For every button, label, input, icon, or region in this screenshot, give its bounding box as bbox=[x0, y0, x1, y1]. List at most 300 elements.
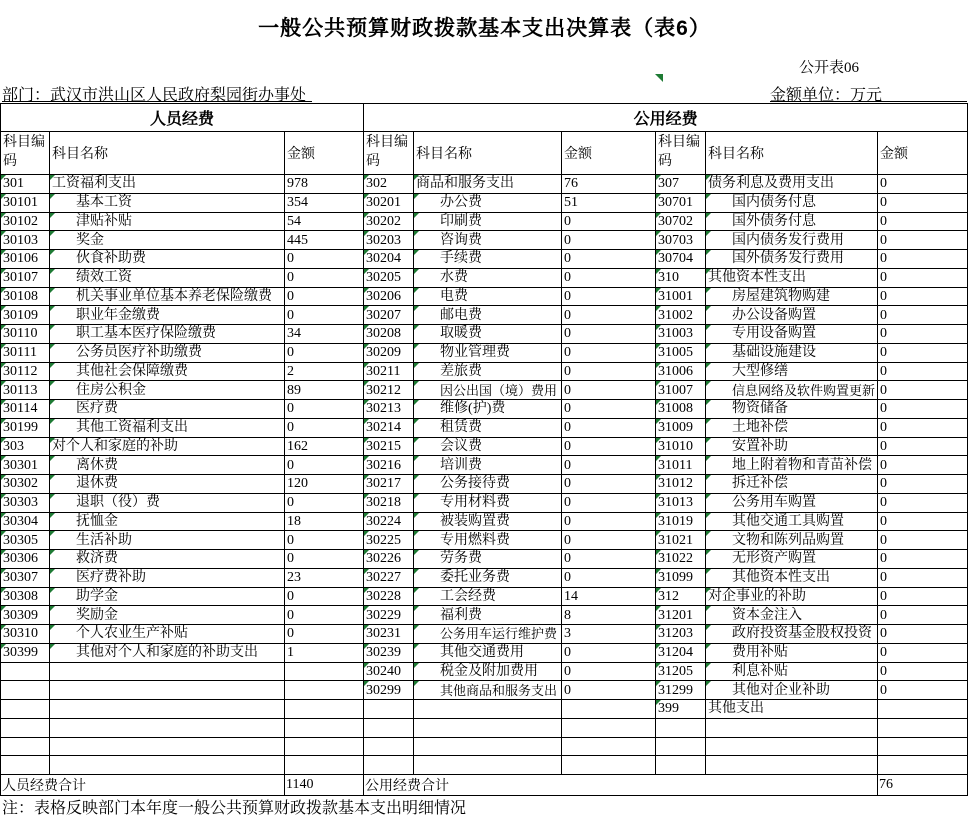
cell-amount[interactable]: 0 bbox=[285, 287, 364, 306]
table-row bbox=[1, 287, 968, 306]
cell-subject-code[interactable]: 30307 bbox=[1, 568, 50, 587]
cell-subject-code[interactable]: 31013 bbox=[656, 493, 706, 512]
cell-subject-name[interactable]: 无形资产购置 bbox=[706, 550, 878, 569]
cell-subject-name[interactable]: 对企事业的补助 bbox=[706, 587, 878, 606]
cell-amount[interactable]: 0 bbox=[562, 662, 656, 681]
cell-subject-name[interactable]: 维修(护)费 bbox=[414, 400, 562, 419]
cell-subject-code[interactable]: 31008 bbox=[656, 400, 706, 419]
cell-subject-code[interactable]: 31203 bbox=[656, 625, 706, 644]
cell-subject-code[interactable] bbox=[1, 662, 50, 681]
cell-subject-code[interactable]: 30308 bbox=[1, 587, 50, 606]
cell-subject-name[interactable]: 救济费 bbox=[50, 550, 285, 569]
cell-subject-name[interactable] bbox=[50, 737, 285, 756]
cell-amount[interactable]: 0 bbox=[285, 456, 364, 475]
cell-amount[interactable]: 0 bbox=[562, 643, 656, 662]
cell-amount[interactable]: 0 bbox=[878, 681, 968, 700]
cell-amount[interactable]: 0 bbox=[878, 381, 968, 400]
cell-amount[interactable]: 54 bbox=[285, 212, 364, 231]
cell-amount[interactable]: 0 bbox=[878, 362, 968, 381]
cell-subject-code[interactable]: 30704 bbox=[656, 250, 706, 269]
cell-amount[interactable]: 0 bbox=[878, 512, 968, 531]
cell-amount[interactable]: 0 bbox=[878, 418, 968, 437]
cell-amount[interactable]: 0 bbox=[285, 268, 364, 287]
cell-subject-code[interactable]: 30399 bbox=[1, 643, 50, 662]
cell-amount[interactable]: 0 bbox=[878, 212, 968, 231]
cell-subject-name[interactable] bbox=[414, 737, 562, 756]
cell-subject-code[interactable]: 30112 bbox=[1, 362, 50, 381]
cell-subject-name[interactable]: 抚恤金 bbox=[50, 512, 285, 531]
cell-subject-name[interactable]: 住房公积金 bbox=[50, 381, 285, 400]
public-total-amount[interactable]: 76 bbox=[878, 775, 968, 796]
cell-subject-code[interactable]: 31205 bbox=[656, 662, 706, 681]
cell-subject-code[interactable]: 30225 bbox=[364, 531, 414, 550]
cell-subject-name[interactable]: 取暖费 bbox=[414, 325, 562, 344]
cell-subject-name[interactable]: 其他资本性支出 bbox=[706, 568, 878, 587]
cell-subject-code[interactable]: 30215 bbox=[364, 437, 414, 456]
cell-amount[interactable]: 0 bbox=[562, 325, 656, 344]
cell-amount[interactable] bbox=[285, 737, 364, 756]
cell-amount[interactable]: 0 bbox=[562, 512, 656, 531]
cell-amount[interactable]: 1 bbox=[285, 643, 364, 662]
cell-subject-name[interactable]: 委托业务费 bbox=[414, 568, 562, 587]
cell-subject-name[interactable]: 专用燃料费 bbox=[414, 531, 562, 550]
cell-subject-code[interactable]: 30299 bbox=[364, 681, 414, 700]
cell-subject-code[interactable]: 30214 bbox=[364, 418, 414, 437]
table-row bbox=[1, 418, 968, 437]
table-row bbox=[1, 475, 968, 494]
cell-subject-name[interactable]: 税金及附加费用 bbox=[414, 662, 562, 681]
cell-subject-name[interactable]: 文物和陈列品购置 bbox=[706, 531, 878, 550]
cell-amount[interactable] bbox=[878, 737, 968, 756]
cell-subject-name[interactable]: 政府投资基金股权投资 bbox=[706, 625, 878, 644]
cell-subject-code[interactable]: 31021 bbox=[656, 531, 706, 550]
table-row bbox=[1, 306, 968, 325]
cell-amount[interactable]: 0 bbox=[562, 550, 656, 569]
cell-subject-code[interactable]: 31009 bbox=[656, 418, 706, 437]
cell-subject-name[interactable] bbox=[50, 756, 285, 775]
cell-subject-name[interactable]: 国内债务付息 bbox=[706, 193, 878, 212]
cell-subject-name[interactable]: 工资福利支出 bbox=[50, 175, 285, 194]
cell-subject-code[interactable]: 30702 bbox=[656, 212, 706, 231]
cell-amount[interactable]: 162 bbox=[285, 437, 364, 456]
cell-amount[interactable]: 0 bbox=[878, 475, 968, 494]
table-row bbox=[1, 737, 968, 756]
cell-subject-code[interactable]: 30309 bbox=[1, 606, 50, 625]
cell-subject-name[interactable] bbox=[706, 737, 878, 756]
cell-subject-code[interactable]: 30302 bbox=[1, 475, 50, 494]
cell-subject-name[interactable]: 信息网络及软件购置更新 bbox=[706, 381, 878, 400]
cell-amount[interactable]: 0 bbox=[285, 625, 364, 644]
cell-subject-name[interactable]: 助学金 bbox=[50, 587, 285, 606]
cell-amount[interactable]: 0 bbox=[562, 362, 656, 381]
cell-amount[interactable]: 0 bbox=[562, 456, 656, 475]
cell-subject-code[interactable]: 312 bbox=[656, 587, 706, 606]
cell-subject-code[interactable]: 30207 bbox=[364, 306, 414, 325]
cell-subject-name[interactable]: 奖金 bbox=[50, 231, 285, 250]
cell-amount[interactable]: 0 bbox=[562, 231, 656, 250]
cell-subject-name[interactable]: 咨询费 bbox=[414, 231, 562, 250]
cell-subject-name[interactable]: 大型修缮 bbox=[706, 362, 878, 381]
cell-subject-name[interactable]: 资本金注入 bbox=[706, 606, 878, 625]
cell-amount[interactable]: 0 bbox=[878, 343, 968, 362]
cell-subject-code[interactable]: 31299 bbox=[656, 681, 706, 700]
cell-subject-code[interactable]: 31002 bbox=[656, 306, 706, 325]
cell-subject-name[interactable]: 个人农业生产补贴 bbox=[50, 625, 285, 644]
cell-amount[interactable] bbox=[562, 700, 656, 719]
cell-subject-code[interactable]: 30107 bbox=[1, 268, 50, 287]
cell-subject-code[interactable] bbox=[364, 700, 414, 719]
cell-subject-code[interactable] bbox=[656, 718, 706, 737]
cell-subject-code[interactable]: 30231 bbox=[364, 625, 414, 644]
cell-amount[interactable]: 0 bbox=[285, 493, 364, 512]
cell-subject-code[interactable]: 30205 bbox=[364, 268, 414, 287]
cell-subject-name[interactable]: 公务接待费 bbox=[414, 475, 562, 494]
cell-amount[interactable]: 0 bbox=[878, 531, 968, 550]
cell-amount[interactable]: 0 bbox=[878, 587, 968, 606]
cell-subject-name[interactable]: 商品和服务支出 bbox=[414, 175, 562, 194]
cell-amount[interactable]: 0 bbox=[285, 550, 364, 569]
cell-amount[interactable] bbox=[562, 737, 656, 756]
cell-subject-name[interactable]: 国外债务付息 bbox=[706, 212, 878, 231]
cell-amount[interactable]: 0 bbox=[878, 568, 968, 587]
cell-amount[interactable]: 0 bbox=[878, 625, 968, 644]
cell-subject-name[interactable]: 物资储备 bbox=[706, 400, 878, 419]
cell-amount[interactable] bbox=[562, 756, 656, 775]
cell-subject-code[interactable]: 30228 bbox=[364, 587, 414, 606]
cell-subject-name[interactable]: 退职（役）费 bbox=[50, 493, 285, 512]
cell-amount[interactable]: 0 bbox=[878, 175, 968, 194]
cell-amount[interactable]: 0 bbox=[878, 306, 968, 325]
cell-subject-code[interactable] bbox=[1, 737, 50, 756]
cell-subject-code[interactable]: 30209 bbox=[364, 343, 414, 362]
cell-subject-name[interactable]: 地上附着物和青苗补偿 bbox=[706, 456, 878, 475]
cell-subject-name[interactable]: 国内债务发行费用 bbox=[706, 231, 878, 250]
cell-amount[interactable]: 0 bbox=[285, 606, 364, 625]
cell-subject-name[interactable]: 其他资本性支出 bbox=[706, 268, 878, 287]
cell-subject-name[interactable]: 土地补偿 bbox=[706, 418, 878, 437]
cell-amount[interactable]: 0 bbox=[562, 475, 656, 494]
cell-amount[interactable] bbox=[878, 718, 968, 737]
cell-subject-code[interactable]: 399 bbox=[656, 700, 706, 719]
cell-subject-code[interactable]: 301 bbox=[1, 175, 50, 194]
cell-amount[interactable]: 0 bbox=[562, 212, 656, 231]
cell-subject-name[interactable] bbox=[50, 662, 285, 681]
cell-subject-name[interactable]: 会议费 bbox=[414, 437, 562, 456]
cell-subject-code[interactable]: 30301 bbox=[1, 456, 50, 475]
cell-subject-code[interactable] bbox=[1, 718, 50, 737]
cell-amount[interactable]: 445 bbox=[285, 231, 364, 250]
cell-subject-name[interactable]: 培训费 bbox=[414, 456, 562, 475]
cell-subject-name[interactable]: 伙食补助费 bbox=[50, 250, 285, 269]
cell-subject-code[interactable]: 31005 bbox=[656, 343, 706, 362]
cell-subject-name[interactable]: 其他交通费用 bbox=[414, 643, 562, 662]
cell-amount[interactable]: 0 bbox=[878, 193, 968, 212]
cell-amount[interactable]: 0 bbox=[562, 418, 656, 437]
cell-amount[interactable]: 0 bbox=[285, 418, 364, 437]
cell-subject-code[interactable]: 307 bbox=[656, 175, 706, 194]
cell-subject-code[interactable]: 30224 bbox=[364, 512, 414, 531]
cell-subject-name[interactable]: 其他交通工具购置 bbox=[706, 512, 878, 531]
cell-subject-name[interactable]: 医疗费 bbox=[50, 400, 285, 419]
cell-subject-name[interactable]: 印刷费 bbox=[414, 212, 562, 231]
cell-subject-name[interactable]: 公务员医疗补助缴费 bbox=[50, 343, 285, 362]
cell-amount[interactable]: 0 bbox=[878, 268, 968, 287]
cell-subject-name[interactable]: 其他支出 bbox=[706, 700, 878, 719]
cell-amount[interactable]: 0 bbox=[562, 493, 656, 512]
cell-subject-name[interactable]: 生活补助 bbox=[50, 531, 285, 550]
cell-subject-name[interactable]: 对个人和家庭的补助 bbox=[50, 437, 285, 456]
cell-subject-code[interactable]: 302 bbox=[364, 175, 414, 194]
cell-subject-code[interactable]: 30106 bbox=[1, 250, 50, 269]
cell-subject-name[interactable]: 因公出国（境）费用 bbox=[414, 381, 562, 400]
cell-amount[interactable]: 0 bbox=[878, 250, 968, 269]
cell-amount[interactable]: 0 bbox=[285, 587, 364, 606]
cell-amount[interactable]: 23 bbox=[285, 568, 364, 587]
cell-subject-code[interactable]: 30111 bbox=[1, 343, 50, 362]
cell-subject-code[interactable]: 30212 bbox=[364, 381, 414, 400]
cell-subject-code[interactable]: 31011 bbox=[656, 456, 706, 475]
cell-amount[interactable]: 0 bbox=[562, 568, 656, 587]
cell-amount[interactable]: 978 bbox=[285, 175, 364, 194]
cell-subject-name[interactable]: 职业年金缴费 bbox=[50, 306, 285, 325]
cell-subject-code[interactable]: 303 bbox=[1, 437, 50, 456]
cell-subject-name[interactable]: 拆迁补偿 bbox=[706, 475, 878, 494]
cell-amount[interactable]: 51 bbox=[562, 193, 656, 212]
cell-subject-code[interactable]: 31007 bbox=[656, 381, 706, 400]
cell-subject-name[interactable]: 房屋建筑物购建 bbox=[706, 287, 878, 306]
cell-amount[interactable] bbox=[285, 700, 364, 719]
cell-amount[interactable]: 0 bbox=[878, 550, 968, 569]
cell-subject-name[interactable]: 国外债务发行费用 bbox=[706, 250, 878, 269]
cell-amount[interactable]: 354 bbox=[285, 193, 364, 212]
cell-amount[interactable]: 0 bbox=[562, 681, 656, 700]
cell-subject-name[interactable]: 工会经费 bbox=[414, 587, 562, 606]
cell-subject-name[interactable]: 绩效工资 bbox=[50, 268, 285, 287]
cell-subject-name[interactable]: 邮电费 bbox=[414, 306, 562, 325]
table-row bbox=[1, 400, 968, 419]
cell-subject-code[interactable]: 30229 bbox=[364, 606, 414, 625]
cell-subject-code[interactable]: 310 bbox=[656, 268, 706, 287]
cell-subject-name[interactable]: 办公费 bbox=[414, 193, 562, 212]
cell-subject-name[interactable]: 差旅费 bbox=[414, 362, 562, 381]
cell-amount[interactable]: 0 bbox=[562, 250, 656, 269]
table-row bbox=[1, 212, 968, 231]
cell-subject-code[interactable]: 31022 bbox=[656, 550, 706, 569]
cell-amount[interactable]: 0 bbox=[878, 643, 968, 662]
cell-subject-code[interactable]: 31001 bbox=[656, 287, 706, 306]
cell-subject-name[interactable]: 电费 bbox=[414, 287, 562, 306]
cell-subject-name[interactable]: 安置补助 bbox=[706, 437, 878, 456]
cell-subject-name[interactable]: 公务用车运行维护费 bbox=[414, 625, 562, 644]
cell-subject-name[interactable] bbox=[50, 718, 285, 737]
cell-subject-code[interactable] bbox=[364, 756, 414, 775]
cell-amount[interactable]: 14 bbox=[562, 587, 656, 606]
cell-subject-code[interactable]: 30303 bbox=[1, 493, 50, 512]
cell-amount[interactable]: 0 bbox=[562, 306, 656, 325]
cell-subject-name[interactable]: 物业管理费 bbox=[414, 343, 562, 362]
cell-subject-code[interactable]: 30226 bbox=[364, 550, 414, 569]
cell-subject-code[interactable]: 30204 bbox=[364, 250, 414, 269]
cell-amount[interactable] bbox=[878, 700, 968, 719]
cell-amount[interactable] bbox=[562, 718, 656, 737]
cell-amount[interactable]: 0 bbox=[878, 662, 968, 681]
cell-subject-name[interactable]: 办公设备购置 bbox=[706, 306, 878, 325]
cell-subject-name[interactable]: 手续费 bbox=[414, 250, 562, 269]
cell-subject-code[interactable]: 31010 bbox=[656, 437, 706, 456]
cell-subject-name[interactable]: 退休费 bbox=[50, 475, 285, 494]
cell-subject-code[interactable]: 30305 bbox=[1, 531, 50, 550]
cell-subject-name[interactable]: 津贴补贴 bbox=[50, 212, 285, 231]
cell-amount[interactable]: 76 bbox=[562, 175, 656, 194]
cell-subject-name[interactable] bbox=[414, 700, 562, 719]
cell-subject-name[interactable]: 租赁费 bbox=[414, 418, 562, 437]
cell-subject-code[interactable]: 30103 bbox=[1, 231, 50, 250]
cell-subject-code[interactable]: 30114 bbox=[1, 400, 50, 419]
cell-subject-code[interactable]: 30240 bbox=[364, 662, 414, 681]
cell-subject-code[interactable] bbox=[364, 737, 414, 756]
cell-subject-code[interactable]: 30239 bbox=[364, 643, 414, 662]
cell-subject-code[interactable]: 30110 bbox=[1, 325, 50, 344]
cell-amount[interactable]: 0 bbox=[562, 343, 656, 362]
cell-amount[interactable]: 0 bbox=[562, 287, 656, 306]
cell-amount[interactable]: 2 bbox=[285, 362, 364, 381]
cell-subject-name[interactable]: 离休费 bbox=[50, 456, 285, 475]
cell-amount[interactable]: 18 bbox=[285, 512, 364, 531]
cell-subject-code[interactable]: 30306 bbox=[1, 550, 50, 569]
cell-subject-name[interactable]: 基础设施建设 bbox=[706, 343, 878, 362]
cell-subject-code[interactable]: 30216 bbox=[364, 456, 414, 475]
cell-amount[interactable]: 0 bbox=[285, 531, 364, 550]
cell-subject-code[interactable]: 31019 bbox=[656, 512, 706, 531]
cell-subject-code[interactable]: 30703 bbox=[656, 231, 706, 250]
cell-subject-code[interactable] bbox=[1, 681, 50, 700]
cell-subject-name[interactable] bbox=[414, 756, 562, 775]
cell-amount[interactable]: 0 bbox=[562, 531, 656, 550]
cell-subject-code[interactable]: 30108 bbox=[1, 287, 50, 306]
cell-amount[interactable]: 0 bbox=[878, 606, 968, 625]
cell-subject-name[interactable] bbox=[706, 718, 878, 737]
cell-subject-code[interactable]: 30202 bbox=[364, 212, 414, 231]
cell-amount[interactable]: 0 bbox=[285, 400, 364, 419]
public-total-label[interactable]: 公用经费合计 bbox=[364, 775, 878, 796]
cell-subject-code[interactable]: 30310 bbox=[1, 625, 50, 644]
cell-amount[interactable] bbox=[285, 718, 364, 737]
cell-subject-code[interactable] bbox=[1, 756, 50, 775]
cell-subject-code[interactable]: 31006 bbox=[656, 362, 706, 381]
cell-subject-code[interactable]: 30227 bbox=[364, 568, 414, 587]
cell-subject-code[interactable]: 30211 bbox=[364, 362, 414, 381]
cell-subject-code[interactable] bbox=[364, 718, 414, 737]
cell-subject-name[interactable]: 福利费 bbox=[414, 606, 562, 625]
cell-amount[interactable]: 34 bbox=[285, 325, 364, 344]
cell-subject-name[interactable] bbox=[50, 681, 285, 700]
cell-amount[interactable]: 0 bbox=[878, 287, 968, 306]
personnel-total-label[interactable]: 人员经费合计 bbox=[1, 775, 285, 796]
cell-amount[interactable]: 0 bbox=[878, 325, 968, 344]
cell-subject-code[interactable]: 30201 bbox=[364, 193, 414, 212]
cell-subject-name[interactable]: 专用材料费 bbox=[414, 493, 562, 512]
cell-subject-code[interactable]: 30101 bbox=[1, 193, 50, 212]
cell-subject-name[interactable] bbox=[414, 718, 562, 737]
cell-subject-name[interactable]: 利息补贴 bbox=[706, 662, 878, 681]
cell-subject-name[interactable]: 其他工资福利支出 bbox=[50, 418, 285, 437]
cell-amount[interactable]: 0 bbox=[878, 400, 968, 419]
cell-amount[interactable]: 0 bbox=[562, 381, 656, 400]
cell-subject-code[interactable]: 31003 bbox=[656, 325, 706, 344]
cell-amount[interactable]: 0 bbox=[878, 493, 968, 512]
cell-amount[interactable] bbox=[285, 662, 364, 681]
cell-amount[interactable] bbox=[285, 681, 364, 700]
cell-subject-code[interactable]: 30208 bbox=[364, 325, 414, 344]
cell-amount[interactable]: 0 bbox=[562, 437, 656, 456]
cell-amount[interactable]: 8 bbox=[562, 606, 656, 625]
column-header-name-2: 科目名称 bbox=[414, 132, 562, 175]
cell-amount[interactable]: 0 bbox=[285, 306, 364, 325]
cell-amount[interactable]: 0 bbox=[878, 231, 968, 250]
cell-subject-name[interactable]: 专用设备购置 bbox=[706, 325, 878, 344]
cell-subject-code[interactable]: 31201 bbox=[656, 606, 706, 625]
cell-subject-code[interactable]: 30199 bbox=[1, 418, 50, 437]
cell-subject-name[interactable]: 费用补贴 bbox=[706, 643, 878, 662]
cell-subject-name[interactable] bbox=[706, 756, 878, 775]
cell-subject-code[interactable]: 30213 bbox=[364, 400, 414, 419]
cell-subject-name[interactable]: 被装购置费 bbox=[414, 512, 562, 531]
cell-subject-name[interactable]: 职工基本医疗保险缴费 bbox=[50, 325, 285, 344]
cell-subject-code[interactable]: 30206 bbox=[364, 287, 414, 306]
cell-subject-name[interactable]: 其他社会保障缴费 bbox=[50, 362, 285, 381]
cell-subject-name[interactable]: 其他商品和服务支出 bbox=[414, 681, 562, 700]
cell-amount[interactable]: 0 bbox=[878, 437, 968, 456]
cell-subject-name[interactable]: 其他对个人和家庭的补助支出 bbox=[50, 643, 285, 662]
cell-subject-name[interactable]: 基本工资 bbox=[50, 193, 285, 212]
cell-subject-name[interactable]: 奖励金 bbox=[50, 606, 285, 625]
cell-amount[interactable]: 120 bbox=[285, 475, 364, 494]
cell-subject-code[interactable] bbox=[656, 756, 706, 775]
cell-amount[interactable]: 0 bbox=[562, 268, 656, 287]
cell-amount[interactable] bbox=[285, 756, 364, 775]
cell-subject-code[interactable]: 30217 bbox=[364, 475, 414, 494]
cell-subject-code[interactable]: 30218 bbox=[364, 493, 414, 512]
cell-subject-code[interactable] bbox=[1, 700, 50, 719]
cell-subject-code[interactable]: 30102 bbox=[1, 212, 50, 231]
cell-subject-code[interactable]: 31012 bbox=[656, 475, 706, 494]
cell-subject-code[interactable]: 30109 bbox=[1, 306, 50, 325]
cell-subject-name[interactable]: 债务利息及费用支出 bbox=[706, 175, 878, 194]
cell-subject-name[interactable]: 机关事业单位基本养老保险缴费 bbox=[50, 287, 285, 306]
cell-amount[interactable] bbox=[878, 756, 968, 775]
cell-subject-code[interactable] bbox=[656, 737, 706, 756]
personnel-total-amount[interactable]: 1140 bbox=[285, 775, 364, 796]
cell-amount[interactable]: 0 bbox=[285, 343, 364, 362]
cell-subject-code[interactable]: 31204 bbox=[656, 643, 706, 662]
cell-amount[interactable]: 0 bbox=[562, 400, 656, 419]
cell-subject-name[interactable] bbox=[50, 700, 285, 719]
cell-amount[interactable]: 3 bbox=[562, 625, 656, 644]
cell-subject-code[interactable]: 31099 bbox=[656, 568, 706, 587]
cell-subject-name[interactable]: 其他对企业补助 bbox=[706, 681, 878, 700]
cell-subject-code[interactable]: 30701 bbox=[656, 193, 706, 212]
cell-subject-code[interactable]: 30304 bbox=[1, 512, 50, 531]
cell-amount[interactable]: 0 bbox=[878, 456, 968, 475]
cell-subject-name[interactable]: 医疗费补助 bbox=[50, 568, 285, 587]
cell-amount[interactable]: 0 bbox=[285, 250, 364, 269]
cell-amount[interactable]: 89 bbox=[285, 381, 364, 400]
cell-subject-name[interactable]: 劳务费 bbox=[414, 550, 562, 569]
cell-subject-code[interactable]: 30203 bbox=[364, 231, 414, 250]
cell-subject-code[interactable]: 30113 bbox=[1, 381, 50, 400]
cell-subject-name[interactable]: 公务用车购置 bbox=[706, 493, 878, 512]
cell-subject-name[interactable]: 水费 bbox=[414, 268, 562, 287]
